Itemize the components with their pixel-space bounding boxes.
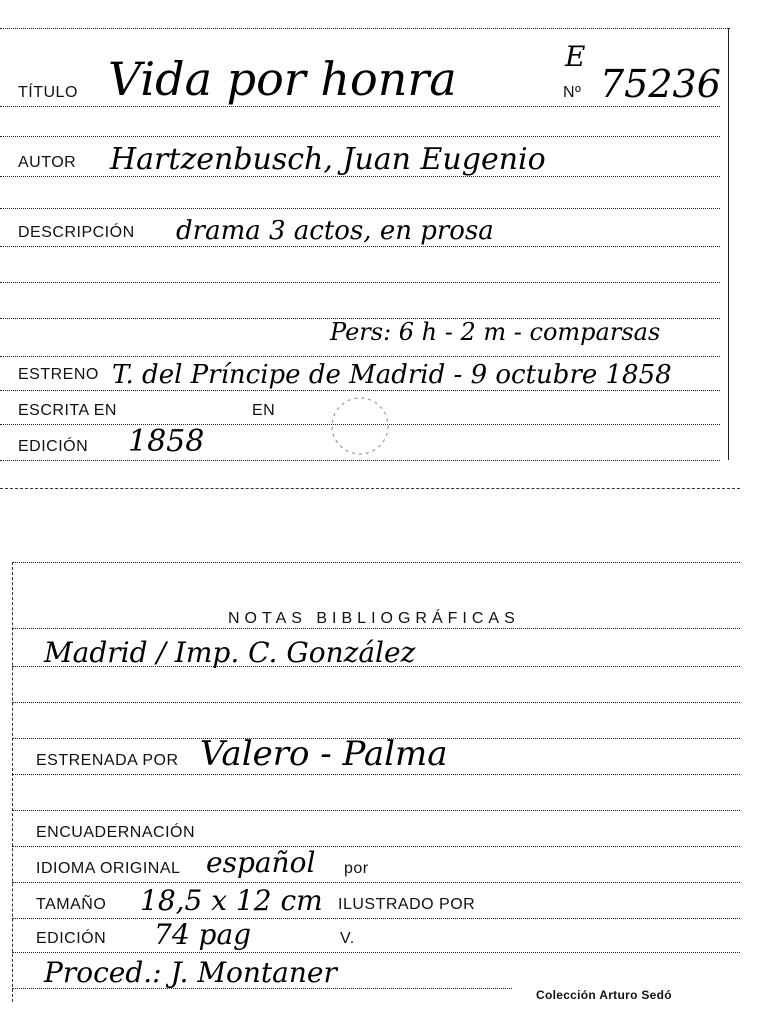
por-label: por — [344, 860, 369, 877]
right-border — [728, 28, 729, 460]
edicion2-label: EDICIÓN — [36, 930, 107, 947]
escrita-en-label: ESCRITA EN — [18, 402, 117, 419]
ilustrado-label: ILUSTRADO POR — [338, 896, 476, 913]
descripcion-label: DESCRIPCIÓN — [18, 224, 135, 241]
edicion2-value: 74 pag — [154, 918, 252, 951]
autor-label: AUTOR — [18, 154, 77, 171]
estrenada-value: Valero - Palma — [200, 734, 448, 774]
encuadernacion-label: ENCUADERNACIÓN — [36, 824, 196, 841]
descripcion-line — [0, 246, 720, 247]
edicion-value: 1858 — [128, 424, 205, 459]
personajes-note: Pers: 6 h - 2 m - comparsas — [330, 318, 661, 346]
tamano-value: 18,5 x 12 cm — [140, 884, 323, 917]
titulo-label: TÍTULO — [18, 84, 78, 101]
idioma-label: IDIOMA ORIGINAL — [36, 860, 181, 877]
numero-value: 75236 — [600, 62, 721, 106]
estreno-label: ESTRENO — [18, 366, 99, 383]
numero-label: Nº — [563, 84, 582, 101]
v-label: V. — [340, 930, 355, 947]
descripcion-value: drama 3 actos, en prosa — [176, 216, 494, 246]
notas-heading: NOTAS BIBLIOGRÁFICAS — [228, 610, 520, 627]
estreno-value: T. del Príncipe de Madrid - 9 octubre 1858 — [112, 360, 672, 390]
autor-value: Hartzenbusch, Juan Eugenio — [110, 142, 546, 177]
idioma-value: español — [206, 846, 316, 879]
notas-value: Madrid / Imp. C. González — [44, 636, 416, 669]
coleccion-label: Colección Arturo Sedó — [536, 988, 672, 1002]
tamano-label: TAMAÑO — [36, 896, 107, 913]
estrenada-label: ESTRENADA POR — [36, 752, 179, 769]
titulo-line — [0, 106, 720, 107]
catalog-card-front — [0, 0, 759, 500]
autor-line — [0, 176, 720, 177]
catalog-card-back — [0, 540, 759, 1028]
titulo-value: Vida por honra — [108, 52, 457, 106]
top-border — [0, 28, 730, 29]
stamp-mark — [326, 392, 396, 462]
en-label: EN — [252, 402, 276, 419]
estreno-line — [0, 390, 720, 391]
numero-mark: E — [565, 40, 586, 73]
proced-value: Proced.: J. Montaner — [44, 956, 337, 989]
card-bottom-edge — [0, 488, 740, 489]
top-border-2 — [12, 562, 740, 563]
edicion-label: EDICIÓN — [18, 438, 89, 455]
